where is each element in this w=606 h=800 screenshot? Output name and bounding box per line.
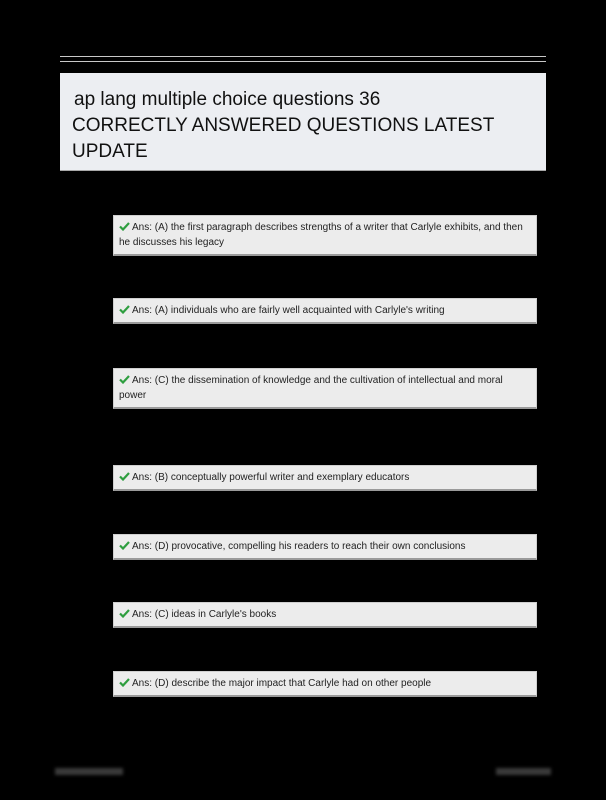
footer-page-number — [496, 768, 551, 775]
answer-box-7 — [113, 671, 537, 697]
answer-label: Ans: — [132, 305, 153, 316]
check-icon — [119, 541, 130, 550]
check-icon — [119, 609, 130, 618]
answer-text: (C) the dissemination of knowledge and the cultivation of intellectual and moral power — [119, 375, 503, 401]
check-icon — [119, 678, 130, 687]
answer-box-3 — [113, 368, 537, 409]
check-icon — [119, 375, 130, 384]
top-rule — [60, 56, 546, 62]
answer-box-2 — [113, 298, 537, 324]
answer-text: (A) the first paragraph describes strengths of a writer that Carlyle exhibits, and then he discusses his legacy — [119, 222, 523, 248]
answer-label: Ans: — [132, 222, 153, 233]
check-icon — [119, 305, 130, 314]
answer-text: (B) conceptually powerful writer and exemplary educators — [154, 472, 410, 483]
answer-text: (D) provocative, compelling his readers to reach their own conclusions — [154, 541, 466, 552]
answer-text: (C) ideas in Carlyle's books — [154, 609, 277, 620]
check-icon — [119, 472, 130, 481]
document-title-box — [60, 73, 546, 171]
answer-label: Ans: — [132, 541, 153, 552]
answer-box-4 — [113, 465, 537, 491]
answer-label: Ans: — [132, 609, 153, 620]
footer-watermark-left — [55, 768, 123, 775]
answer-label: Ans: — [132, 375, 153, 386]
check-icon — [119, 222, 130, 231]
answer-label: Ans: — [132, 472, 153, 483]
answer-box-6 — [113, 602, 537, 628]
title-line-2: CORRECTLY ANSWERED QUESTIONS LATEST — [72, 115, 495, 136]
answer-box-5 — [113, 534, 537, 560]
answer-label: Ans: — [132, 678, 153, 689]
answer-text: (D) describe the major impact that Carlyle had on other people — [154, 678, 432, 689]
title-line-1: ap lang multiple choice questions 36 — [74, 89, 381, 110]
title-line-3: UPDATE — [72, 141, 148, 162]
answer-box-1 — [113, 215, 537, 256]
answer-text: (A) individuals who are fairly well acquainted with Carlyle's writing — [154, 305, 445, 316]
